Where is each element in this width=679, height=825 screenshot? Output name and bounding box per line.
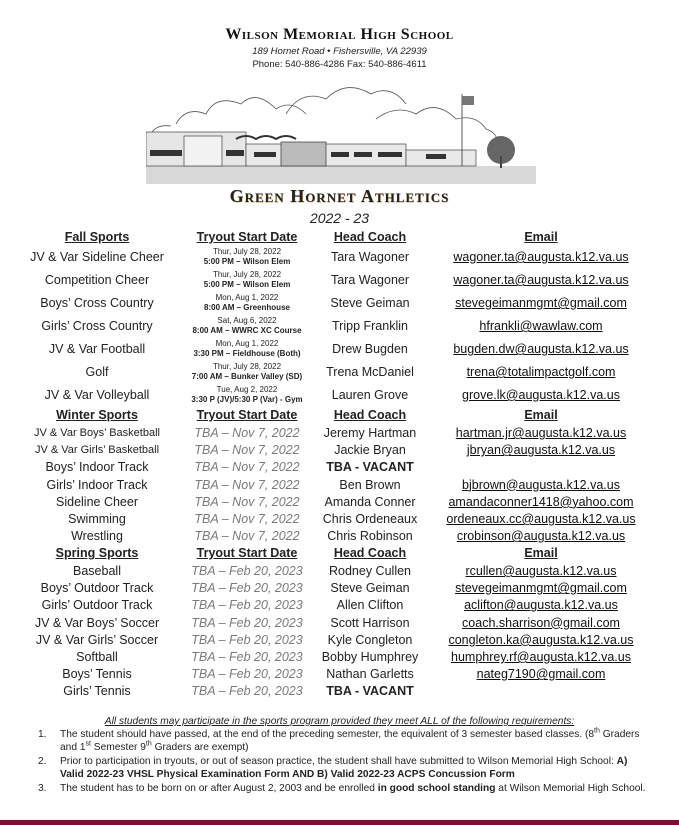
sport-name: Softball xyxy=(76,650,118,664)
fall-sport-row xyxy=(0,363,679,383)
coach-email-link[interactable]: trena@totalimpactgolf.com xyxy=(466,365,616,379)
tryout-date: TBA – Feb 20, 2023 xyxy=(191,684,303,699)
requirement-text: The student has to be born on or after August 2, 2003 and be enrolled xyxy=(60,783,378,794)
tryout-date-line: Thur, July 28, 2022 xyxy=(212,270,282,279)
head-coach: Jeremy Hartman xyxy=(323,426,417,440)
requirement-text: The student should have passed, at the end of the preceding semester, the equivalent of 3 semester based classes. (8 xyxy=(60,729,595,740)
tryout-date: TBA – Nov 7, 2022 xyxy=(194,477,300,492)
tryout-date xyxy=(172,316,322,336)
sport-name: Boys’ Cross Country xyxy=(40,296,154,310)
tryout-date-line: Tue, Aug 2, 2022 xyxy=(216,385,278,394)
head-coach: Trena McDaniel xyxy=(326,365,414,379)
coach-email-link[interactable]: crobinson@augusta.k12.va.us xyxy=(456,529,626,544)
date-column-header: Tryout Start Date xyxy=(196,408,298,422)
coach-email-link[interactable]: stevegeimanmgmt@gmail.com xyxy=(455,581,627,596)
email-column-header: Email xyxy=(524,546,558,560)
tryout-time-location: 8:00 AM – WWRC XC Course xyxy=(192,326,302,335)
eligibility-requirements xyxy=(0,716,679,798)
sport-name: Girls’ Tennis xyxy=(63,684,131,699)
head-coach: Allen Clifton xyxy=(336,598,404,613)
requirement-text: Semester 9 xyxy=(90,741,146,753)
email-column-header: Email xyxy=(524,408,558,422)
sport-name: Swimming xyxy=(68,512,126,526)
winter-header-row xyxy=(0,408,679,428)
sport-name: Boys’ Tennis xyxy=(62,667,132,682)
coach-email-link[interactable]: amandaconner1418@yahoo.com xyxy=(448,494,634,509)
head-coach: Drew Bugden xyxy=(332,342,408,356)
tryout-date: TBA – Nov 7, 2022 xyxy=(194,443,300,458)
tryout-date: TBA – Feb 20, 2023 xyxy=(191,650,303,664)
sport-name: JV & Var Boys’ Basketball xyxy=(34,427,160,439)
tryout-date: TBA – Feb 20, 2023 xyxy=(191,598,303,613)
requirement-number: 1. xyxy=(38,729,47,740)
coach-email-link[interactable]: stevegeimanmgmt@gmail.com xyxy=(455,296,627,310)
head-coach: Jackie Bryan xyxy=(334,443,406,458)
head-coach: Tara Wagoner xyxy=(330,250,410,264)
sport-name: Boys’ Outdoor Track xyxy=(40,581,154,596)
head-coach: Bobby Humphrey xyxy=(321,650,419,664)
tryout-date xyxy=(172,362,322,382)
coach-column-header: Head Coach xyxy=(333,546,407,560)
head-coach: Kyle Congleton xyxy=(327,632,413,647)
tryout-date-line: Thur, July 28, 2022 xyxy=(212,247,282,256)
coach-email-link[interactable]: hfrankli@wawlaw.com xyxy=(479,319,603,333)
head-coach: Nathan Garletts xyxy=(326,667,414,682)
tryout-time-location: 5:00 PM – Wilson Elem xyxy=(203,257,291,266)
sport-name: Golf xyxy=(85,365,109,379)
coach-email-link[interactable]: nateg7190@gmail.com xyxy=(476,667,606,682)
coach-email-link[interactable]: rcullen@augusta.k12.va.us xyxy=(465,564,617,578)
coach-email-link[interactable]: humphrey.rf@augusta.k12.va.us xyxy=(451,650,631,664)
requirement-number: 2. xyxy=(38,756,47,767)
date-column-header: Tryout Start Date xyxy=(196,230,298,244)
sport-name: JV & Var Girls’ Basketball xyxy=(34,444,160,457)
head-coach: Rodney Cullen xyxy=(329,564,411,578)
coach-email-link[interactable]: grove.lk@augusta.k12.va.us xyxy=(462,388,620,402)
date-column-header: Tryout Start Date xyxy=(196,546,298,560)
coach-column-header: Head Coach xyxy=(333,230,407,244)
tryout-time-location: 7:00 AM – Bunker Valley (SD) xyxy=(191,372,303,381)
sport-name: JV & Var Volleyball xyxy=(44,388,150,402)
coach-email-link[interactable]: ordeneaux.cc@augusta.k12.va.us xyxy=(446,512,636,526)
coach-column-header: Head Coach xyxy=(333,408,407,422)
sport-name: Girls’ Outdoor Track xyxy=(41,598,153,613)
head-coach: Steve Geiman xyxy=(330,296,410,310)
head-coach: Chris Robinson xyxy=(327,529,413,544)
head-coach: Ben Brown xyxy=(339,477,401,492)
sport-name: Boys’ Indoor Track xyxy=(45,460,149,475)
superscript: st xyxy=(85,740,91,748)
fall-sport-row xyxy=(0,248,679,268)
requirement-standing: in good school standing xyxy=(377,783,496,794)
coach-email-link[interactable]: wagoner.ta@augusta.k12.va.us xyxy=(453,250,629,264)
season-year: 2022 - 23 xyxy=(309,210,370,226)
requirement-text: Graders are exempt) xyxy=(151,741,249,753)
school-building-sketch-icon xyxy=(146,84,536,184)
coach-email-link[interactable]: coach.sharrison@gmail.com xyxy=(462,615,620,630)
coach-email-link[interactable]: jbryan@augusta.k12.va.us xyxy=(466,443,616,458)
coach-email-link[interactable]: congleton.ka@augusta.k12.va.us xyxy=(448,632,634,647)
requirement-item xyxy=(0,756,679,781)
superscript: th xyxy=(594,727,600,735)
fall-sport-row xyxy=(0,317,679,337)
tryout-time-location: 8:00 AM – Greenhouse xyxy=(204,303,290,312)
tryout-date-line: Sat, Aug 6, 2022 xyxy=(217,316,277,325)
tryout-date: TBA – Feb 20, 2023 xyxy=(191,667,303,682)
fall-sport-row xyxy=(0,386,679,406)
spring-sport-row xyxy=(0,684,679,704)
fall-sport-row xyxy=(0,294,679,314)
requirement-text: at Wilson Memorial High School. xyxy=(495,783,646,794)
requirements-intro: All students may participate in the sports program provided they meet ALL of the following requirements: xyxy=(104,716,575,727)
tryout-date: TBA – Feb 20, 2023 xyxy=(191,564,303,578)
sport-name: Girls’ Cross Country xyxy=(41,319,153,333)
requirement-item xyxy=(0,783,679,796)
tryout-date xyxy=(172,339,322,359)
head-coach: Scott Harrison xyxy=(330,615,410,630)
head-coach: TBA - VACANT xyxy=(326,684,414,699)
tryout-time-location: 3:30 P (JV)/5:30 P (Var) - Gym xyxy=(191,395,303,404)
head-coach: Tripp Franklin xyxy=(332,319,408,333)
head-coach: TBA - VACANT xyxy=(326,460,414,475)
tryout-date: TBA – Nov 7, 2022 xyxy=(194,529,300,544)
athletics-title: Green Hornet Athletics xyxy=(229,186,450,206)
coach-email-link[interactable]: hartman.jr@augusta.k12.va.us xyxy=(455,426,627,440)
school-address: 189 Hornet Road • Fishersville, VA 22939 xyxy=(252,46,427,57)
email-column-header: Email xyxy=(524,230,558,244)
sport-name: JV & Var Boys’ Soccer xyxy=(34,615,160,630)
head-coach: Tara Wagoner xyxy=(330,273,410,287)
tryout-date: TBA – Nov 7, 2022 xyxy=(194,426,300,440)
tryout-time-location: 5:00 PM – Wilson Elem xyxy=(203,280,291,289)
letterhead xyxy=(0,26,679,70)
sport-name: JV & Var Sideline Cheer xyxy=(30,250,164,264)
tryout-date-line: Mon, Aug 1, 2022 xyxy=(215,293,279,302)
requirement-number: 3. xyxy=(38,783,47,794)
tryout-date xyxy=(172,385,322,405)
tryout-date xyxy=(172,270,322,290)
head-coach: Chris Ordeneaux xyxy=(322,512,418,526)
spring-header-row xyxy=(0,546,679,566)
head-coach: Amanda Conner xyxy=(324,494,416,509)
sport-name: Sideline Cheer xyxy=(56,494,138,509)
tryout-date-line: Mon, Aug 1, 2022 xyxy=(215,339,279,348)
requirement-item xyxy=(0,729,679,754)
requirement-text: Prior to participation in tryouts, or out of season practice, the student shall have submitted to Wilson Memorial High School: xyxy=(60,756,617,767)
coach-email-link[interactable]: bjbrown@augusta.k12.va.us xyxy=(462,477,620,492)
sport-name: Baseball xyxy=(73,564,121,578)
tryout-date xyxy=(172,247,322,267)
tryout-date: TBA – Nov 7, 2022 xyxy=(194,512,300,526)
head-coach: Lauren Grove xyxy=(331,388,409,402)
tryout-date xyxy=(172,293,322,313)
fall-sport-row xyxy=(0,340,679,360)
sport-name: Wrestling xyxy=(71,529,123,544)
fall-sports-heading: Fall Sports xyxy=(64,230,130,244)
tryout-date: TBA – Nov 7, 2022 xyxy=(194,494,300,509)
fall-sport-row xyxy=(0,271,679,291)
school-phone: Phone: 540-886-4286 Fax: 540-886-4611 xyxy=(252,59,427,70)
coach-email-link[interactable]: aclifton@augusta.k12.va.us xyxy=(464,598,618,613)
sport-name: Competition Cheer xyxy=(44,273,150,287)
coach-email-link[interactable]: wagoner.ta@augusta.k12.va.us xyxy=(453,273,629,287)
tryout-date: TBA – Feb 20, 2023 xyxy=(191,581,303,596)
winter-sports-heading: Winter Sports xyxy=(56,408,138,422)
footer-bar xyxy=(0,820,679,825)
coach-email-link[interactable]: bugden.dw@augusta.k12.va.us xyxy=(453,342,629,356)
sport-name: JV & Var Football xyxy=(48,342,146,356)
head-coach: Steve Geiman xyxy=(330,581,410,596)
tryout-date-line: Thur, July 28, 2022 xyxy=(212,362,282,371)
tryout-date: TBA – Nov 7, 2022 xyxy=(194,460,300,475)
tryout-date: TBA – Feb 20, 2023 xyxy=(191,632,303,647)
sport-name: JV & Var Girls’ Soccer xyxy=(35,632,159,647)
tryout-time-location: 3:30 PM – Fieldhouse (Both) xyxy=(193,349,301,358)
fall-header-row xyxy=(0,230,679,250)
school-name: Wilson Memorial High School xyxy=(225,26,454,43)
spring-sports-heading: Spring Sports xyxy=(55,546,139,560)
tryout-date: TBA – Feb 20, 2023 xyxy=(191,615,303,630)
requirement-forms: A) Valid 2022-23 VHSL Physical Examination Form AND B) Valid 2022-23 ACPS Concussion Form xyxy=(60,756,628,780)
requirement-text: Graders and 1 xyxy=(60,729,640,753)
superscript: th xyxy=(145,740,152,748)
sport-name: Girls’ Indoor Track xyxy=(46,477,148,492)
